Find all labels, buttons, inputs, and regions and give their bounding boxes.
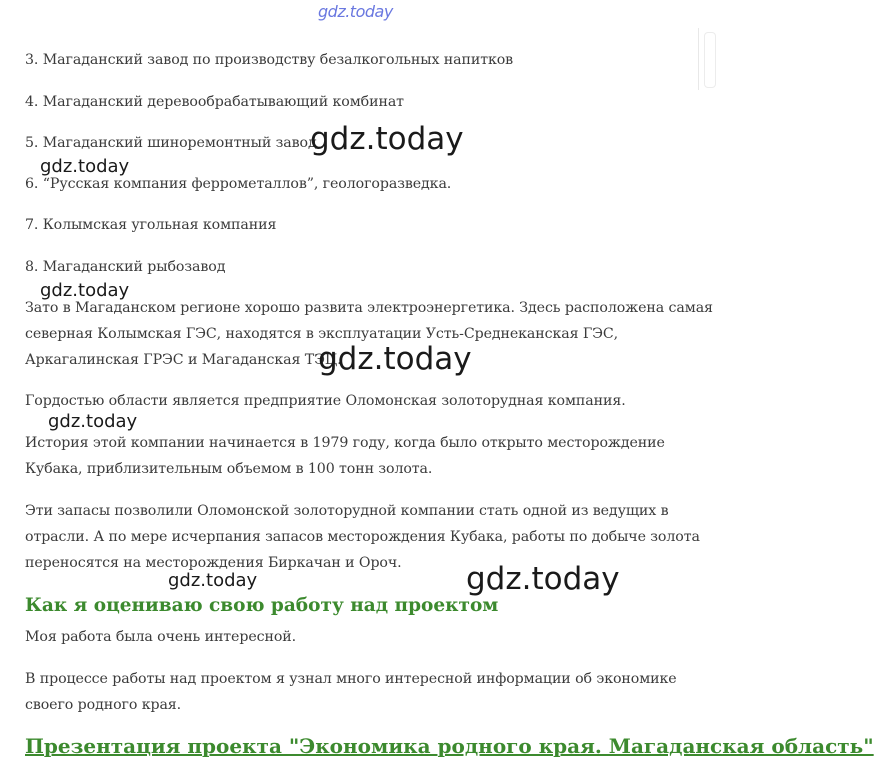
watermark-top: gdz.today [318,2,393,21]
paragraph-history-line-1: История этой компании начинается в 1979 году, когда было открыто месторождение [25,435,665,451]
list-item: 8. Магаданский рыбозавод [25,259,226,275]
list-item: 7. Колымская угольная компания [25,217,277,233]
paragraph-reserves-line-2: отрасли. А по мере исчерпания запасов месторождения Кубака, работы по добыче золота [25,529,700,545]
list-item: 4. Магаданский деревообрабатывающий комбинат [25,94,404,110]
paragraph-energy-line-1: Зато в Магаданском регионе хорошо развита электроэнергетика. Здесь расположена самая [25,300,713,316]
paragraph-learned-line-2: своего родного края. [25,697,182,713]
paragraph-energy-line-2: северная Колымская ГЭС, находятся в эксплуатации Усть-Среднеканская ГЭС, [25,326,619,342]
watermark: gdz.today [318,341,472,377]
watermark: gdz.today [48,411,138,432]
scrollbar[interactable] [698,28,717,90]
list-item: 3. Магаданский завод по производству безалкогольных напитков [25,52,514,68]
watermark: gdz.today [466,561,620,597]
paragraph-energy-line-3: Аркагалинская ГРЭС и Магаданская ТЭЦ. [25,352,342,368]
paragraph-reserves-line-1: Эти запасы позволили Оломонской золоторудной компании стать одной из ведущих в [25,503,669,519]
watermark: gdz.today [40,156,130,177]
next-section-link[interactable] [25,732,874,758]
watermark: gdz.today [168,570,258,591]
section-heading: Как я оцениваю свою работу над проектом [25,595,499,616]
paragraph-work: Моя работа была очень интересной. [25,629,297,645]
paragraph-reserves-line-3: переносятся на месторождения Биркачан и Ороч. [25,555,402,571]
paragraph-learned-line-1: В процессе работы над проектом я узнал много интересной информации об экономике [25,671,677,687]
watermark: gdz.today [40,280,130,301]
list-item: 5. Магаданский шиноремонтный завод [25,135,317,151]
next-section-heading[interactable]: Презентация проекта "Экономика родного края. Магаданская область" [25,734,874,758]
list-item: 6. “Русская компания феррометаллов”, геологоразведка. [25,176,452,192]
watermark: gdz.today [310,121,464,157]
paragraph-history-line-2: Кубака, приблизительным объемом в 100 тонн золота. [25,461,433,477]
paragraph-pride: Гордостью области является предприятие Оломонская золоторудная компания. [25,393,626,409]
